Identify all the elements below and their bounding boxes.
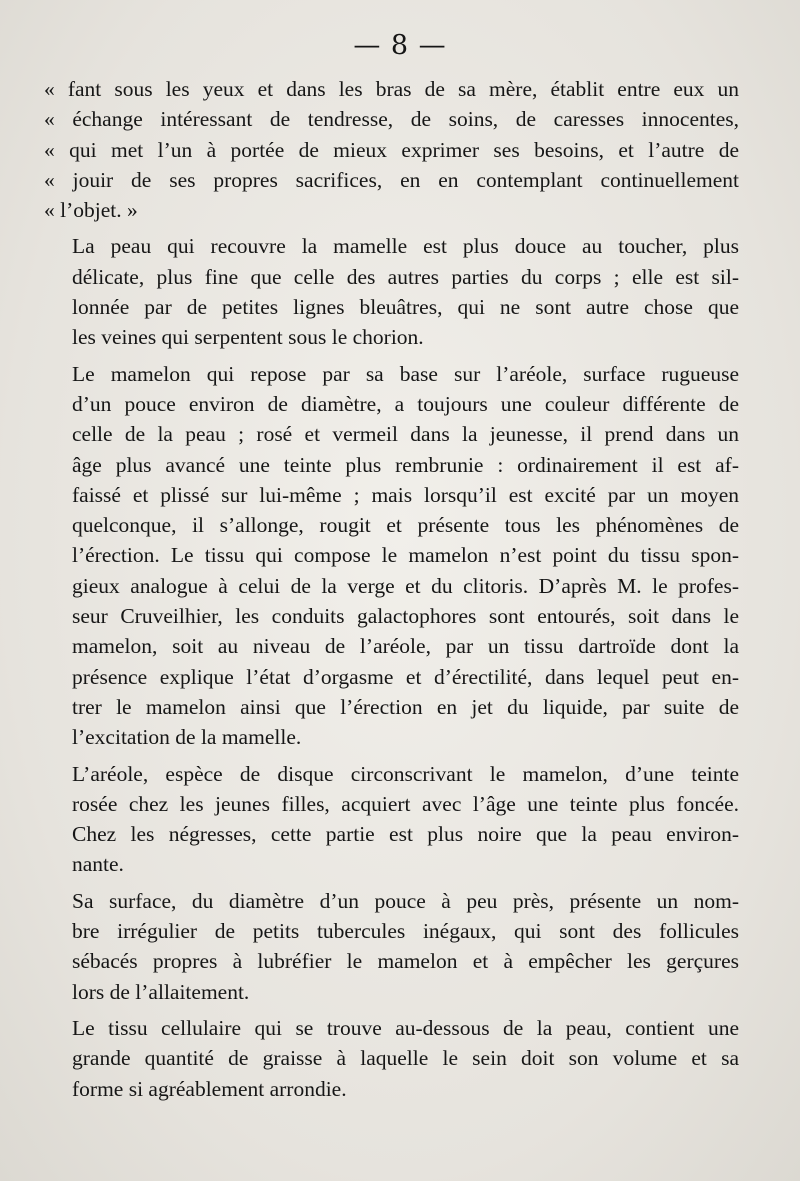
text-line: faissé et plissé sur lui-même ; mais lorsqu’il est excité par un moyen xyxy=(72,482,739,507)
text-line: Sa surface, du diamètre d’un pouce à peu près, présente un nom- xyxy=(72,888,739,913)
text-line: gieux analogue à celui de la verge et du clitoris. D’après M. le profes- xyxy=(72,573,739,598)
text-line: nante. xyxy=(72,852,124,877)
paragraph-areola xyxy=(44,759,739,880)
text-line: forme si agréablement arrondie. xyxy=(72,1076,347,1101)
body-text xyxy=(44,74,739,1110)
text-line: Chez les négresses, cette partie est plus noire que la peau environ- xyxy=(72,822,739,847)
text-line: d’un pouce environ de diamètre, a toujours une couleur différente de xyxy=(72,391,739,416)
text-line: Le mamelon qui repose par sa base sur l’aréole, surface rugueuse xyxy=(72,361,739,386)
text-line: celle de la peau ; rosé et vermeil dans la jeunesse, il prend dans un xyxy=(72,422,739,447)
page-number: — 8 — xyxy=(353,30,447,61)
text-line: « jouir de ses propres sacrifices, en en contemplant continuellement xyxy=(44,167,739,192)
text-line: présence explique l’état d’orgasme et d’érectilité, dans lequel peut en- xyxy=(72,664,739,689)
text-line: L’aréole, espèce de disque circonscrivant le mamelon, d’une teinte xyxy=(72,761,739,786)
text-line: l’excitation de la mamelle. xyxy=(72,725,302,750)
paragraph-surface xyxy=(44,886,739,1007)
text-line: âge plus avancé une teinte plus rembrunie : ordinairement il est af- xyxy=(72,452,739,477)
text-line: La peau qui recouvre la mamelle est plus douce au toucher, plus xyxy=(72,234,739,259)
paragraph-nipple xyxy=(44,359,739,753)
text-line: grande quantité de graisse à laquelle le sein doit son volume et sa xyxy=(72,1046,739,1071)
text-line: lors de l’allaitement. xyxy=(72,979,250,1004)
text-line: « fant sous les yeux et dans les bras de sa mère, établit entre eux un xyxy=(44,77,739,101)
text-line: « l’objet. » xyxy=(44,198,138,223)
text-line: quelconque, il s’allonge, rougit et présente tous les phénomènes de xyxy=(72,513,739,538)
text-line: sébacés propres à lubréfier le mamelon et à empêcher les gerçures xyxy=(72,949,739,974)
text-line: lonnée par de petites lignes bleuâtres, qui ne sont autre chose que xyxy=(72,295,739,320)
text-line: bre irrégulier de petits tubercules inégaux, qui sont des follicules xyxy=(72,919,739,944)
text-line: seur Cruveilhier, les conduits galactophores sont entourés, soit dans le xyxy=(72,604,739,629)
text-line: mamelon, soit au niveau de l’aréole, par un tissu dartroïde dont la xyxy=(72,634,739,659)
text-line: l’érection. Le tissu qui compose le mamelon n’est point du tissu spon- xyxy=(72,543,739,568)
text-line: les veines qui serpentent sous le chorion. xyxy=(72,325,424,350)
paragraph-tissue xyxy=(44,1013,739,1104)
text-line: « qui met l’un à portée de mieux exprimer ses besoins, et l’autre de xyxy=(44,137,739,162)
quote-continuation-paragraph xyxy=(44,74,739,225)
text-line: rosée chez les jeunes filles, acquiert avec l’âge une teinte plus foncée. xyxy=(72,791,739,816)
text-line: délicate, plus fine que celle des autres parties du corps ; elle est sil- xyxy=(72,264,739,289)
paragraph-skin xyxy=(44,231,739,352)
text-line: trer le mamelon ainsi que l’érection en jet du liquide, par suite de xyxy=(72,694,739,719)
text-line: « échange intéressant de tendresse, de soins, de caresses innocentes, xyxy=(44,107,739,132)
text-line: Le tissu cellulaire qui se trouve au-dessous de la peau, contient une xyxy=(72,1015,739,1040)
